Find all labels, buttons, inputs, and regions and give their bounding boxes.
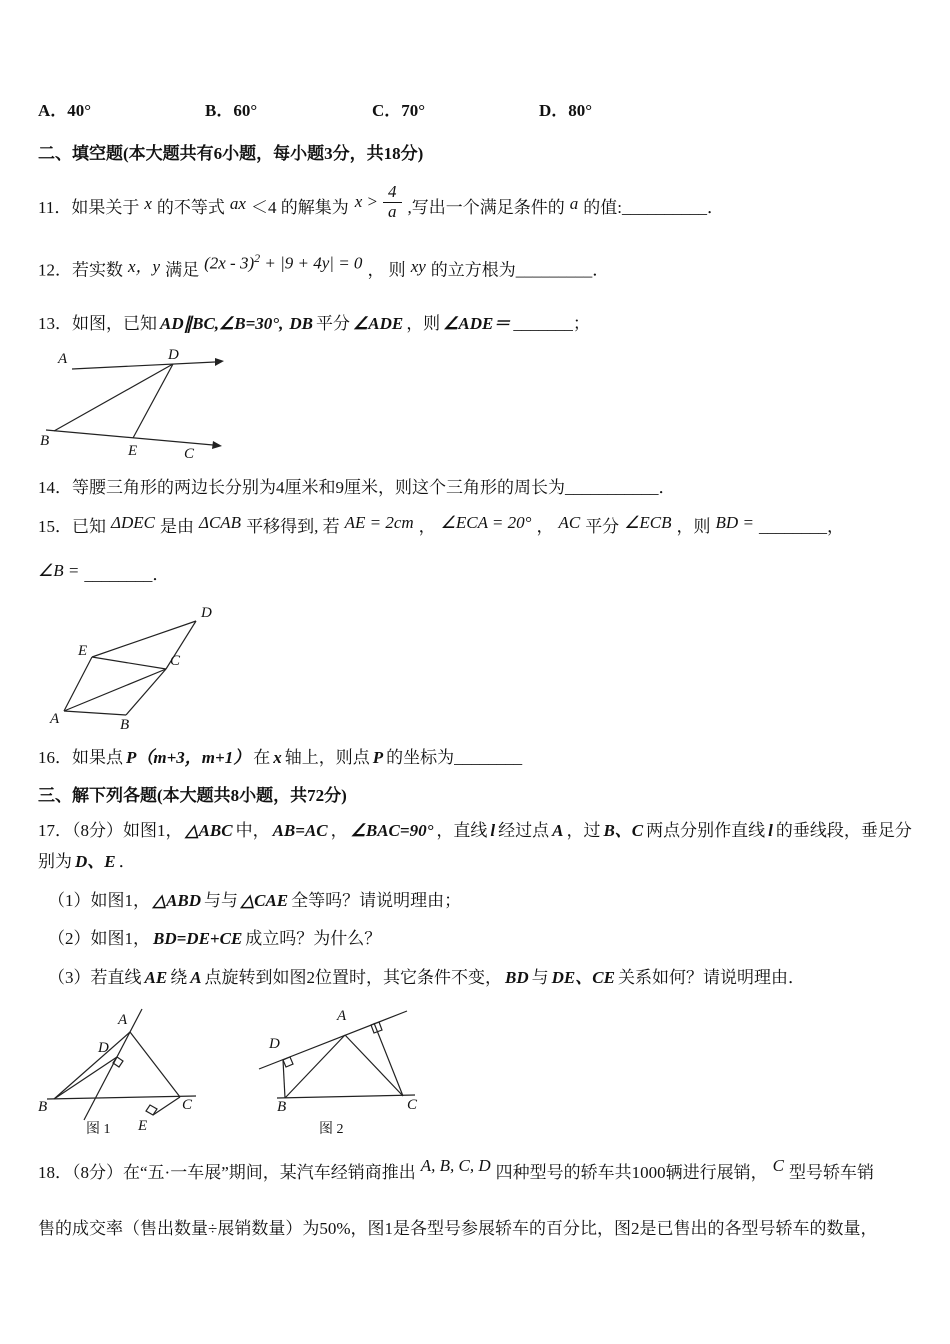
q17-sub3-text-3: 点旋转到如图2位置时，其它条件不变，	[204, 967, 503, 987]
point-label-e: E	[78, 643, 88, 660]
q16-text-1: 16．如果点	[38, 748, 123, 768]
q15-comma-3: ，	[826, 517, 844, 537]
q17-points-bc: B、C	[603, 820, 644, 840]
right-angle-mark-e	[371, 1022, 382, 1033]
q13-geometry-figure	[32, 347, 252, 461]
point-label-a: A	[58, 350, 68, 367]
q15-comma-2: ，	[536, 517, 554, 537]
q11-var-a: a	[569, 194, 579, 214]
q16-var-p: P	[372, 748, 384, 768]
line-ac	[64, 669, 166, 711]
q17-sub3-line-ae: AE	[144, 967, 168, 987]
q15-text-3: 平移得到, 若	[246, 517, 340, 537]
point-label-c: C	[184, 445, 195, 461]
question-17-intro-line1	[38, 818, 912, 844]
q17-sub2-text-1: （2）如图1，	[48, 929, 150, 949]
line-l	[259, 1011, 407, 1069]
q12-text-4: 的立方根为	[430, 260, 516, 280]
q17-points-de: D、E	[75, 852, 116, 872]
point-label-b: B	[38, 1099, 48, 1116]
q13-angle-ade-equals: ∠ADE＝	[443, 314, 511, 334]
q17-angle-bac: ∠BAC=90°	[350, 820, 434, 840]
q12-equation	[204, 249, 362, 276]
question-17-sub1	[38, 888, 912, 914]
line-bd	[283, 1060, 285, 1098]
q17-sub3-text-2: 绕	[170, 967, 188, 987]
question-11	[38, 184, 912, 232]
q17-line-l-2: l	[768, 820, 773, 840]
q15-angle-b-equals: ∠B =	[38, 560, 80, 580]
q14-end: ．	[658, 477, 676, 497]
q16-point-p: P（m+3，m+1）	[126, 748, 251, 768]
q13-segment-db: DB	[289, 314, 313, 334]
point-label-b: B	[40, 432, 50, 449]
q11-text-6: ．	[706, 198, 724, 218]
line-ab	[64, 711, 126, 715]
q17-sub2-equation: BD=DE+CE	[153, 929, 243, 949]
q15-triangle-cab: ΔCAB	[198, 513, 242, 533]
q17-ab-equals-ac: AB=AC	[272, 820, 328, 840]
point-label-b: B	[277, 1099, 287, 1116]
option-c: C．70°	[372, 101, 426, 120]
line-ab	[54, 1032, 130, 1099]
figure-1-caption: 图 1	[86, 1122, 111, 1137]
arrowhead-bc	[212, 441, 222, 449]
q15-angle-eca: ∠ECA = 20°	[440, 513, 532, 533]
line-bc	[126, 669, 166, 715]
q11-solution-formula	[355, 183, 402, 221]
q16-text-4: 的坐标为	[386, 748, 455, 768]
point-label-e: E	[128, 442, 138, 459]
q17-text-9: ．	[118, 852, 136, 872]
question-18-line1	[38, 1156, 912, 1190]
q17-text-5: ，过	[566, 820, 601, 840]
q18-models-abcd: A, B, C, D	[420, 1156, 491, 1176]
q12-exponent: 2	[254, 251, 261, 265]
q17-text-4: 经过点	[498, 820, 550, 840]
q12-text-5: ．	[592, 260, 610, 280]
q17-figure-1	[34, 1006, 229, 1136]
question-16	[38, 745, 912, 771]
line-ce	[153, 1097, 180, 1115]
q15-end: ．	[152, 564, 170, 584]
question-17-intro-line2	[38, 849, 912, 875]
q17-text-6: 两点分别作直线	[646, 820, 766, 840]
q17-sub3-text-5: 关系如何？请说明理由．	[617, 967, 805, 987]
point-label-c: C	[407, 1097, 418, 1114]
q13-given-parallel: AD∥BC,∠B=30°,	[160, 314, 284, 334]
q17-comma-1: ，	[330, 820, 348, 840]
q12-text-1: 12．若实数	[38, 260, 123, 280]
line-bc	[47, 1096, 196, 1099]
option-a: A．40°	[38, 101, 92, 120]
q14-text: 14．等腰三角形的两边长分别为4厘米和9厘米，则这个三角形的周长为	[38, 477, 565, 497]
q13-text-3: ，则	[406, 314, 441, 334]
question-15-line1	[38, 514, 912, 540]
q12-text-3: ， 则	[367, 260, 406, 280]
q16-text-2: 在	[253, 748, 271, 768]
q11-text-1: 11．如果关于	[38, 198, 140, 218]
q12-equation-part2: + |9 + 4y| = 0	[260, 253, 363, 273]
q17-figures-row	[34, 1006, 912, 1136]
q17-triangle-abc: △ABC	[185, 820, 233, 840]
q11-fraction-4-over-a	[383, 183, 402, 221]
q15-text-2: 是由	[159, 517, 194, 537]
q13-angle-ade: ∠ADE	[352, 314, 404, 334]
point-label-d: D	[201, 605, 212, 622]
q17-text-2: 中，	[235, 820, 270, 840]
answer-options-row	[38, 96, 912, 121]
line-bd	[54, 1057, 117, 1099]
q11-fraction-denominator: a	[388, 202, 397, 221]
q15-triangle-dec: ΔDEC	[111, 513, 155, 533]
q17-sub1-text-1: （1）如图1，	[48, 890, 150, 910]
q17-text-8: 别为	[38, 852, 72, 872]
point-label-e: E	[138, 1118, 148, 1135]
q12-var-xy-product: xy	[410, 256, 426, 276]
q17-sub3-text-1: （3）若直线	[48, 967, 142, 987]
option-b: B．60°	[205, 101, 258, 120]
q15-comma-1: ，	[418, 517, 436, 537]
q15-bd-equals: BD =	[715, 513, 754, 533]
q17-figure-2	[257, 1006, 452, 1136]
q17-line-l-1: l	[490, 820, 496, 840]
q13-text-4: ；	[572, 314, 590, 334]
q18-model-c: C	[772, 1156, 784, 1176]
q17-sub2-text-2: 成立吗？为什么？	[245, 929, 382, 949]
line-ad	[72, 362, 215, 369]
q18-text-1: 18．（8分）在“五·一车展”期间，某汽车经销商推出	[38, 1163, 416, 1183]
line-ed	[92, 621, 196, 657]
arrowhead-ad	[215, 358, 224, 366]
section-solve-title: 三、解下列各题(本大题共8小题，共72分)	[38, 785, 347, 805]
q11-text-3: ＜4 的解集为	[250, 198, 349, 218]
point-label-c: C	[182, 1097, 193, 1114]
q11-fraction-numerator: 4	[383, 183, 402, 203]
point-label-d: D	[269, 1036, 280, 1053]
q11-var-ax: ax	[229, 194, 246, 214]
q14-answer-blank: ___________	[565, 477, 659, 497]
q12-text-2: 满足	[165, 260, 200, 280]
question-12	[38, 251, 912, 283]
question-18-line2	[38, 1216, 912, 1242]
q17-text-7: 的垂线段，垂足分	[775, 820, 912, 840]
figure-q13	[32, 347, 912, 461]
q18-text-2: 四种型号的轿车共1000辆进行展销，	[495, 1163, 768, 1183]
q15-angle-ecb: ∠ECB	[624, 513, 672, 533]
line-ac	[130, 1032, 180, 1097]
q11-answer-blank: __________	[621, 198, 707, 218]
q15-text-4: 平分	[585, 517, 620, 537]
figure-q15	[44, 603, 912, 735]
q17-sub3-bd: BD	[505, 967, 529, 987]
option-d: D．80°	[539, 101, 593, 120]
q16-axis-x: x	[273, 748, 282, 768]
question-13	[38, 311, 912, 337]
q17-sub3-de-ce: DE、CE	[551, 967, 615, 987]
q18-text-4: 售的成交率（售出数量÷展销数量）为50%，图1是各型号参展轿车的百分比，图2是已售出的各型号轿车的数量，	[38, 1219, 878, 1239]
q11-var-x: x	[144, 194, 152, 214]
point-label-a: A	[50, 711, 60, 728]
question-14	[38, 475, 912, 501]
question-17-sub3	[38, 965, 912, 991]
question-17-sub2	[38, 926, 912, 952]
point-label-b: B	[120, 717, 130, 734]
q17-text-3: ，直线	[436, 820, 488, 840]
line-ac	[345, 1035, 403, 1096]
figure-2-caption: 图 2	[319, 1122, 344, 1137]
q15-text-1: 15．已知	[38, 517, 106, 537]
point-label-a: A	[337, 1008, 347, 1025]
q13-text-1: 13．如图，已知	[38, 314, 157, 334]
q17-point-a: A	[552, 820, 564, 840]
q17-sub1-text-2: 与与	[204, 890, 239, 910]
point-label-a: A	[118, 1012, 128, 1029]
q15-answer-blank-2: ________	[84, 564, 153, 584]
q13-answer-blank: _______	[513, 314, 573, 334]
q11-text-5: 的值:	[583, 198, 622, 218]
q17-sub1-triangle-cae: △CAE	[241, 890, 289, 910]
q17-sub3-point-a: A	[190, 967, 202, 987]
q15-answer-blank-1: ________	[758, 517, 827, 537]
line-ab	[285, 1035, 345, 1098]
q17-sub1-text-3: 全等吗？请说明理由；	[291, 890, 462, 910]
line-ae	[64, 657, 92, 711]
q11-formula-lhs: x >	[354, 192, 378, 212]
q13-text-2: 平分	[315, 314, 350, 334]
q12-equation-part1: (2x - 3)	[204, 253, 255, 273]
q15-segment-ac: AC	[558, 513, 581, 533]
q15-ae-length: AE = 2cm	[344, 513, 414, 533]
q16-answer-blank: ________	[454, 748, 523, 768]
point-label-c: C	[170, 653, 181, 670]
q18-text-3: 型号轿车销	[789, 1163, 874, 1183]
q11-text-4: ,写出一个满足条件的	[407, 198, 565, 218]
point-label-d: D	[168, 346, 179, 363]
q16-text-3: 轴上，则点	[284, 748, 370, 768]
point-label-d: D	[98, 1040, 109, 1057]
line-bc	[277, 1095, 415, 1098]
q15-text-5: ，则	[676, 517, 711, 537]
line-ce	[374, 1023, 403, 1096]
q17-sub3-text-4: 与	[531, 967, 549, 987]
q17-text-1: 17．（8分）如图1，	[38, 820, 183, 840]
question-15-line2	[38, 562, 912, 588]
q17-sub1-triangle-abd: △ABD	[153, 890, 202, 910]
section-fill-title: 二、填空题(本大题共有6小题，每小题3分，共18分)	[38, 144, 424, 163]
q15-geometry-figure	[44, 603, 254, 735]
q11-text-2: 的不等式	[156, 198, 225, 218]
q12-vars-xy: x，y	[128, 256, 161, 276]
line-ec	[92, 657, 166, 669]
q12-answer-blank: _________	[515, 260, 593, 280]
